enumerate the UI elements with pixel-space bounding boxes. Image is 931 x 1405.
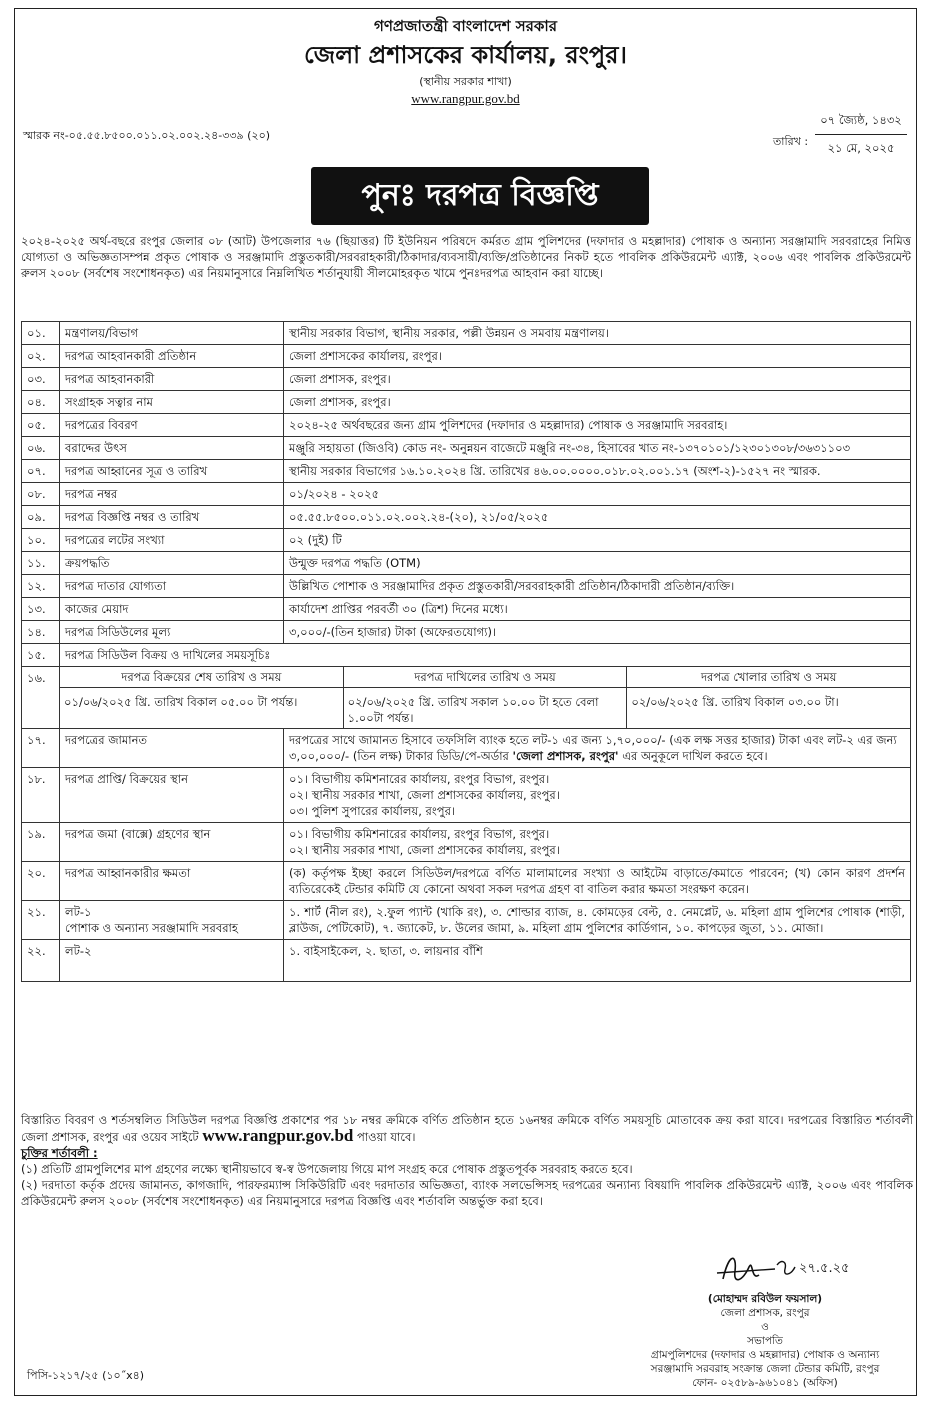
row-num: ১৪. <box>22 621 60 644</box>
table-row: ২০. দরপত্র আহ্বানকারীর ক্ষমতা (ক) কর্তৃপক্ষ ইচ্ছা করলে সিডিউল/দরপত্রে বর্ণিত মালামালের সংখ্যা ও আইটেম বাড়াতে/কমাতে পারবেন; (খ) কোন কারণ প্রদর্শন ব্যতিরেকেই টেন্ডার কমিটি যে কোনো অথবা সকল দরপত্র গ্রহণ বা বাতিল করার ক্ষমতা সংরক্ষণ করেন। <box>22 862 911 901</box>
row-num: ০৮. <box>22 483 60 506</box>
table-row <box>22 460 911 483</box>
signature <box>715 1245 865 1296</box>
row-value: ২০২৪-২৫ অর্থবছরের জন্য গ্রাম পুলিশদের (দফাদার ও মহল্লাদার) পোষাক ও সরঞ্জামাদি সরবরাহ। <box>284 414 911 437</box>
authority-powers: (ক) কর্তৃপক্ষ ইচ্ছা করলে সিডিউল/দরপত্রে বর্ণিত মালামালের সংখ্যা ও আইটেম বাড়াতে/কমাতে পারবেন; (খ) কোন কারণ প্রদর্শন ব্যতিরেকেই টেন্ডার কমিটি যে কোনো অথবা সকল দরপত্র গ্রহণ বা বাতিল করার ক্ষমতা সংরক্ষণ করেন। <box>284 862 911 901</box>
row-num: ০২. <box>22 345 60 368</box>
row-value: ০২ (দুই) টি <box>284 529 911 552</box>
terms-title: চুক্তির শর্তাবলী : <box>21 1146 98 1160</box>
row-value: জেলা প্রশাসক, রংপুর। <box>284 368 911 391</box>
table-row <box>22 368 911 391</box>
row-label: দরপত্র বিজ্ঞপ্তি নম্বর ও তারিখ <box>60 506 284 529</box>
details-paragraph: বিস্তারিত বিবরণ ও শর্তসম্বলিত সিডিউল দরপত্র বিজ্ঞপ্তি প্রকাশের পর ১৮ নম্বর ক্রমিকে বর্ণিত প্রতিষ্ঠান হতে ১৬নম্বর ক্রমিকে বর্ণিত সময়সূচি মোতাবেক ক্রয় করা যাবে। দরপত্রের বিস্তারিত শর্তাবলী জেলা প্রশাসক, রংপুর এর ওয়েব সাইটে www.rangpur.gov.bd পাওয়া যাবে। <box>21 1113 913 1145</box>
row-num: ০৫. <box>22 414 60 437</box>
table-row <box>22 414 911 437</box>
row-label: দরপত্র সিডিউলের মূল্য <box>60 621 284 644</box>
term-2: (২) দরদাতা কর্তৃক প্রদেয় জামানত, কাগজাদি, পারফরম্যান্স সিকিউরিটি এবং দরদাতার অভিজ্ঞতা, ব্যাংক সলভেন্সিসহ দরপত্রের অন্যান্য বিষয়াদি পাবলিক প্রকিউরমেন্ট এ্যাক্ট, ২০০৬ এবং পাবলিক প্রকিউরমেন্ট রুলস ২০০৮ (সর্বশেষ সংশোধনকৃত) এর নিয়মানুসারে দরপত্র বিজ্ঞপ্তি এবং শর্তাবলি অন্তর্ভুক্ত করা হবে। <box>21 1178 913 1208</box>
date-bangla: ০৭ জ্যৈষ্ঠ, ১৪৩২ <box>815 112 907 135</box>
row-label: দরপত্র দাতার যোগ্যতা <box>60 575 284 598</box>
schedule-heading: দরপত্র সিডিউল বিক্রয় ও দাখিলের সময়সূচিঃ <box>60 644 911 667</box>
row-label: দরপত্র আহ্বানের সূত্র ও তারিখ <box>60 460 284 483</box>
submission-locations: ০১। বিভাগীয় কমিশনারের কার্যালয়, রংপুর বিভাগ, রংপুর। ০২। স্থানীয় সরকার শাখা, জেলা প্রশাসকের কার্যালয়, রংপুর। <box>284 823 911 862</box>
row-num: ০৩. <box>22 368 60 391</box>
row-label: দরপত্র আহবানকারী <box>60 368 284 391</box>
term-1: (১) প্রতিটি গ্রামপুলিশের মাপ গ্রহণের লক্ষ্যে স্থানীয়ভাবে স্ব-স্ব উপজেলায় গিয়ে মাপ সংগ্রহ করে পোষাক প্রস্তুতপূর্বক সরবরাহ করতে হবে। <box>21 1162 633 1176</box>
row-num: ০৪. <box>22 391 60 414</box>
table-row <box>22 391 911 414</box>
row-label: ক্রয়পদ্ধতি <box>60 552 284 575</box>
table-row: ১৮. দরপত্র প্রাপ্তি/ বিক্রয়ের স্থান ০১। বিভাগীয় কমিশনারের কার্যালয়, রংপুর বিভাগ, রংপুর। ০২। স্থানীয় সরকার শাখা, জেলা প্রশাসকের কার্যালয়, রংপুর। ০৩। পুলিশ সুপারের কার্যালয়, রংপুর। <box>22 768 911 823</box>
table-row <box>22 437 911 460</box>
row-num: ১১. <box>22 552 60 575</box>
row-num: ১৩. <box>22 598 60 621</box>
row-num: ০১. <box>22 322 60 345</box>
signature-date: ২৭.৫.২৫ <box>799 1261 850 1276</box>
tender-details-table <box>21 321 911 982</box>
table-row: ২২. লট-২ ১. বাইসাইকেল, ২. ছাতা, ৩. লায়নার বাঁশি <box>22 940 911 982</box>
pc-code: পিসি-১২১৭/২৫ (১০˝x৪) <box>27 1369 145 1382</box>
row-value: ০১/২০২৪ - ২০২৫ <box>284 483 911 506</box>
table-row: ১৯. দরপত্র জমা (বাক্সে) গ্রহণের স্থান ০১। বিভাগীয় কমিশনারের কার্যালয়, রংপুর বিভাগ, রংপুর। ০২। স্থানীয় সরকার শাখা, জেলা প্রশাসকের কার্যালয়, রংপুর। <box>22 823 911 862</box>
table-row: ১৫. দরপত্র সিডিউল বিক্রয় ও দাখিলের সময়সূচিঃ <box>22 644 911 667</box>
table-row <box>22 345 911 368</box>
table-row <box>22 621 911 644</box>
sale-deadline-cell: দরপত্র বিক্রয়ের শেষ তারিখ ও সময় ০১/০৬/২০২৫ খ্রি. তারিখ বিকাল ০৫.০০ টা পর্যন্ত। <box>60 667 343 728</box>
date-english: ২১ মে, ২০২৫ <box>827 141 895 155</box>
table-row <box>22 322 911 345</box>
table-row <box>22 575 911 598</box>
table-row: ২১. লট-১ পোশাক ও অন্যান্য সরঞ্জামাদি সরবরাহ ১. শার্ট (নীল রং), ২.ফুল প্যান্ট (খাকি রং), ৩. শোল্ডার ব্যাজ, ৪. কোমড়ের বেল্ট, ৫. নেমপ্লেট, ৬. মহিলা গ্রাম পুলিশের পোষাক (শাড়ী, ব্লাউজ, পেটিকোট), ৭. জ্যাকেট, ৮. উলের জামা, ৯. মহিলা গ্রাম পুলিশের কার্ডিগান, ১০. কাপড়ের জুতা, ১১. মোজা। <box>22 901 911 940</box>
purchase-locations: ০১। বিভাগীয় কমিশনারের কার্যালয়, রংপুর বিভাগ, রংপুর। ০২। স্থানীয় সরকার শাখা, জেলা প্রশাসকের কার্যালয়, রংপুর। ০৩। পুলিশ সুপারের কার্যালয়, রংপুর। <box>284 768 911 823</box>
row-value: জেলা প্রশাসকের কার্যালয়, রংপুর। <box>284 345 911 368</box>
website-link[interactable]: www.rangpur.gov.bd <box>411 91 520 106</box>
row-num: ০৯. <box>22 506 60 529</box>
opening-time-cell: দরপত্র খোলার তারিখ ও সময় ০২/০৬/২০২৫ খ্রি. তারিখ বিকাল ০৩.০০ টা। <box>626 667 910 728</box>
intro-paragraph: ২০২৪-২০২৫ অর্থ-বছরে রংপুর জেলার ০৮ (আট) উপজেলার ৭৬ (ছিয়াত্তর) টি ইউনিয়ন পরিষদে কর্মরত গ্রাম পুলিশদের (দফাদার ও মহল্লাদার) পোষাক ও অন্যান্য সরঞ্জামাদি সরবরাহের নিমিত্ত যোগ্যতা ও অভিজ্ঞতাসম্পন্ন প্রকৃত পোষাক ও সরঞ্জামাদি প্রস্তুতকারী/সরবরাহকারী/ঠিকাদার/ব্যবসায়ী/ব্যক্তি/প্রতিষ্ঠানের নিকট হতে পাবলিক প্রকিউরমেন্ট এ্যাক্ট, ২০০৬ এবং পাবলিক প্রকিউরমেন্ট রুলস ২০০৮ (সর্বশেষ সংশোধনকৃত) এর নিয়মানুসারে নিম্নলিখিত শর্তানুযায়ী সীলমোহরকৃত খামে পুনঃদরপত্র আহবান করা যাচ্ছে। <box>21 234 911 280</box>
row-label: সংগ্রাহক সত্বার নাম <box>60 391 284 414</box>
table-row <box>22 483 911 506</box>
row-value: স্থানীয় সরকার বিভাগের ১৬.১০.২০২৪ খ্রি. তারিখের ৪৬.০০.০০০০.০১৮.০২.০০১.১৭ (অংশ-২)-১৫২৭ নং স্মারক. <box>284 460 911 483</box>
date-label: তারিখ : <box>773 135 809 148</box>
row-value: মঞ্জুরি সহায়তা (জিওবি) কোড নং- অনুন্নয়ন বাজেটে মঞ্জুরি নং-৩৪, হিসাবের খাত নং-১৩৭০১০১/১২৩০১৩০৮/৩৬৩১১০৩ <box>284 437 911 460</box>
row-label: বরাদ্দের উৎস <box>60 437 284 460</box>
row-value: ৩,০০০/-(তিন হাজার) টাকা (অফেরতযোগ্য)। <box>284 621 911 644</box>
row-value: উন্মুক্ত দরপত্র পদ্ধতি (OTM) <box>284 552 911 575</box>
table-row: ১৬. দরপত্র বিক্রয়ের শেষ তারিখ ও সময় ০১/০৬/২০২৫ খ্রি. তারিখ বিকাল ০৫.০০ টা পর্যন্ত। দরপত্র দাখিলের তারিখ ও সময় ০২/০৬/২০২৫ খ্রি. তারিখ সকাল ১০.০০ টা হতে বেলা ১.০০টা পর্যন্ত। দরপত্র খোলার তারিখ ও সময় ০২/০৬/২০২৫ খ্রি. তারিখ বিকাল ০৩.০০ টা। <box>22 667 911 729</box>
row-value: স্থানীয় সরকার বিভাগ, স্থানীয় সরকার, পল্লী উন্নয়ন ও সমবায় মন্ত্রণালয়। <box>284 322 911 345</box>
row-value: ০৫.৫৫.৮৫০০.০১১.০২.০০২.২৪-(২০), ২১/০৫/২০২৫ <box>284 506 911 529</box>
notice-title: পুনঃ দরপত্র বিজ্ঞপ্তি <box>311 167 649 225</box>
submission-time-cell: দরপত্র দাখিলের তারিখ ও সময় ০২/০৬/২০২৫ খ্রি. তারিখ সকাল ১০.০০ টা হতে বেলা ১.০০টা পর্যন্ত। <box>343 667 627 728</box>
schedule-grid <box>60 667 910 728</box>
table-row <box>22 598 911 621</box>
footer-text <box>21 1112 913 1209</box>
row-value: কার্যাদেশ প্রাপ্তির পরবর্তী ৩০ (ত্রিশ) দিনের মধ্যে। <box>284 598 911 621</box>
row-label: দরপত্রের বিবরণ <box>60 414 284 437</box>
table-row: ১৭. দরপত্রের জামানত দরপত্রের সাথে জামানত হিসাবে তফসিলি ব্যাংক হতে লট-১ এর জন্য ১,৭০,০০০/- (এক লক্ষ সত্তর হাজার) টাকা এবং লট-২ এর জন্য ৩,০০,০০০/- (তিন লক্ষ) টাকার ডিডি/পে-অর্ডার 'জেলা প্রশাসক, রংপুর' এর অনুকূলে দাখিল করতে হবে। <box>22 729 911 768</box>
notice-page <box>14 8 917 1396</box>
government-name: গণপ্রজাতন্ত্রী বাংলাদেশ সরকার <box>374 17 557 35</box>
lot-2-items: ১. বাইসাইকেল, ২. ছাতা, ৩. লায়নার বাঁশি <box>284 940 911 982</box>
row-num: ১২. <box>22 575 60 598</box>
office-name: জেলা প্রশাসকের কার্যালয়, রংপুর। <box>304 41 627 69</box>
row-num: ১০. <box>22 529 60 552</box>
table-row <box>22 529 911 552</box>
row-value: উল্লিখিত পোশাক ও সরঞ্জামাদির প্রকৃত প্রস্তুতকারী/সরবরাহকারী প্রতিষ্ঠান/ঠিকাদারী প্রতিষ্ঠান/ব্যক্তি। <box>284 575 911 598</box>
row-num: ০৬. <box>22 437 60 460</box>
row-label: কাজের মেয়াদ <box>60 598 284 621</box>
row-label: দরপত্র আহবানকারী প্রতিষ্ঠান <box>60 345 284 368</box>
footer-website-link[interactable]: www.rangpur.gov.bd <box>202 1126 354 1145</box>
table-row <box>22 506 911 529</box>
table-row <box>22 552 911 575</box>
lot-1-items: ১. শার্ট (নীল রং), ২.ফুল প্যান্ট (খাকি রং), ৩. শোল্ডার ব্যাজ, ৪. কোমড়ের বেল্ট, ৫. নেমপ্লেট, ৬. মহিলা গ্রাম পুলিশের পোষাক (শাড়ী, ব্লাউজ, পেটিকোট), ৭. জ্যাকেট, ৮. উলের জামা, ৯. মহিলা গ্রাম পুলিশের কার্ডিগান, ১০. কাপড়ের জুতা, ১১. মোজা। <box>284 901 911 940</box>
branch-name: (স্থানীয় সরকার শাখা) <box>419 75 512 88</box>
row-label: মন্ত্রণালয়/বিভাগ <box>60 322 284 345</box>
security-deposit: দরপত্রের সাথে জামানত হিসাবে তফসিলি ব্যাংক হতে লট-১ এর জন্য ১,৭০,০০০/- (এক লক্ষ সত্তর হাজার) টাকা এবং লট-২ এর জন্য ৩,০০,০০০/- (তিন লক্ষ) টাকার ডিডি/পে-অর্ডার 'জেলা প্রশাসক, রংপুর' এর অনুকূলে দাখিল করতে হবে। <box>284 729 911 768</box>
row-num: ০৭. <box>22 460 60 483</box>
row-label: দরপত্রের লটের সংখ্যা <box>60 529 284 552</box>
signatory-block: (মোহাম্মদ রবিউল ফয়সাল) জেলা প্রশাসক, রংপুর ও সভাপতি গ্রামপুলিশদের (দফাদার ও মহল্লাদার) পোষাক ও অন্যান্য সরঞ্জামাদি সরবরাহ সংক্রান্ত জেলা টেন্ডার কমিটি, রংপুর ফোন- ০২৫৮৯-৯৬১০৪১ (অফিস) <box>650 1293 880 1389</box>
memo-number: স্মারক নং-০৫.৫৫.৮৫০০.০১১.০২.০০২.২৪-৩৩৯ (২০) <box>23 129 271 142</box>
row-label: দরপত্র নম্বর <box>60 483 284 506</box>
date-box <box>815 112 907 159</box>
row-value: জেলা প্রশাসক, রংপুর। <box>284 391 911 414</box>
